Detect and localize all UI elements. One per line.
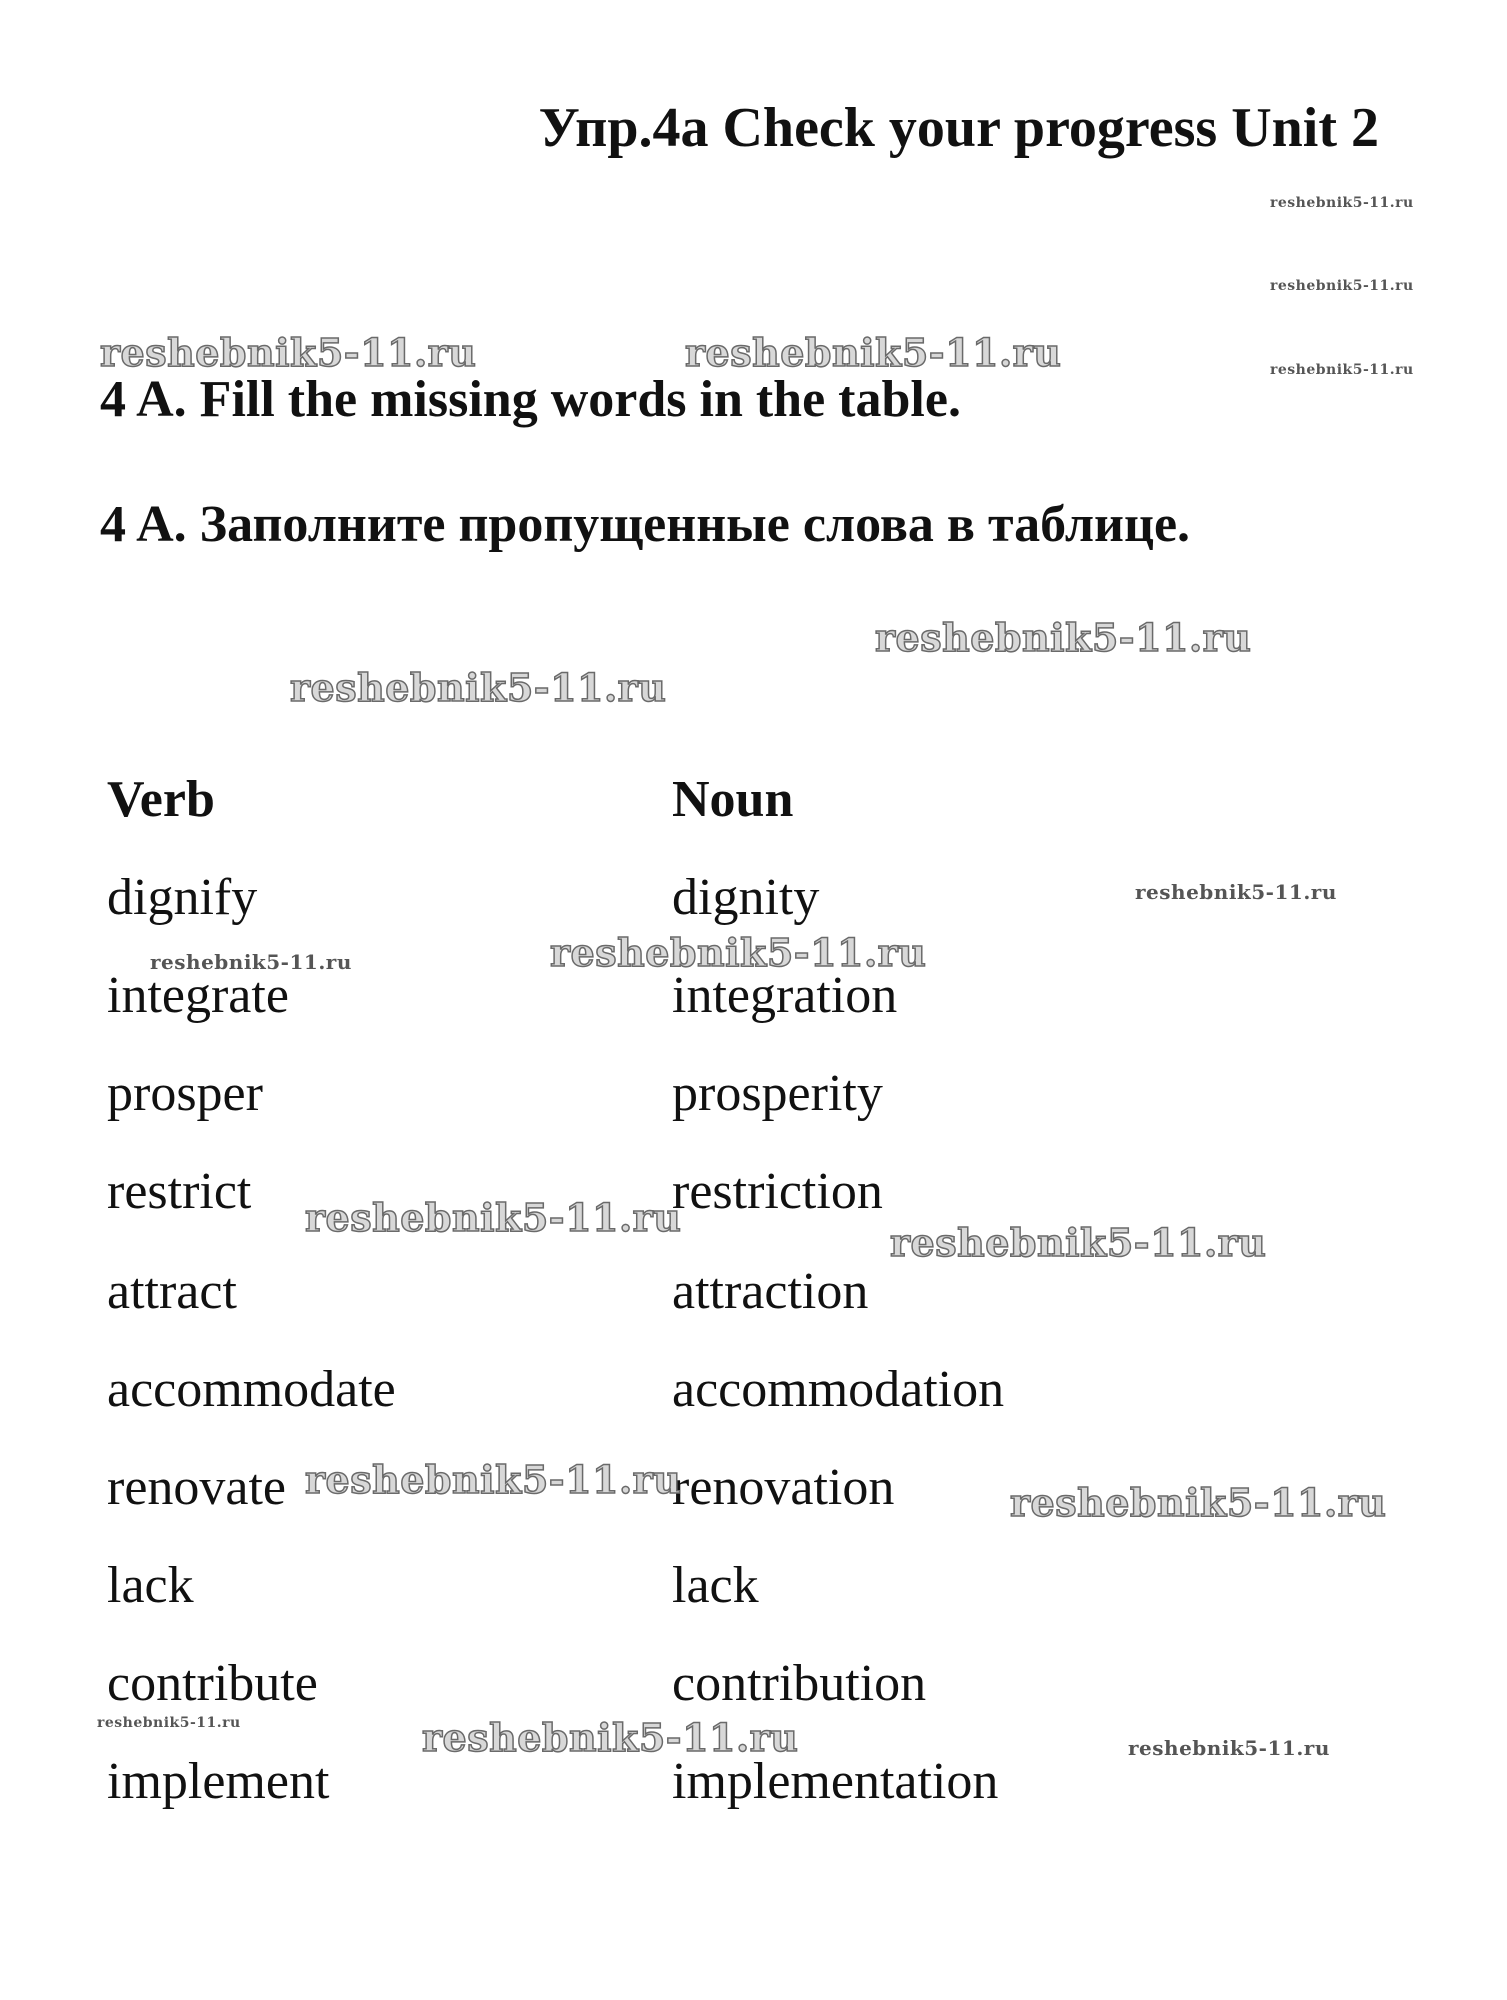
verb-cell: restrict	[107, 1163, 252, 1220]
watermark: reshebnik5-11.ru	[305, 1457, 682, 1502]
watermark: reshebnik5-11.ru	[150, 950, 352, 974]
verb-cell: integrate	[107, 967, 289, 1024]
page-title: Упр.4a Check your progress Unit 2	[538, 97, 1379, 159]
noun-cell: dignity	[672, 869, 820, 926]
watermark: reshebnik5-11.ru	[1128, 1736, 1330, 1760]
verb-cell: attract	[107, 1263, 237, 1320]
verb-cell: contribute	[107, 1655, 318, 1712]
watermark: reshebnik5-11.ru	[422, 1715, 799, 1760]
noun-cell: prosperity	[672, 1065, 883, 1122]
noun-cell: integration	[672, 967, 898, 1024]
watermark: reshebnik5-11.ru	[97, 1715, 241, 1731]
noun-cell: accommodation	[672, 1361, 1005, 1418]
table-row	[0, 1556, 1507, 1616]
watermark: reshebnik5-11.ru	[1135, 880, 1337, 904]
watermark: reshebnik5-11.ru	[1270, 362, 1414, 378]
watermark: reshebnik5-11.ru	[290, 665, 667, 710]
instruction-russian: 4 A. Заполните пропущенные слова в таблице.	[100, 496, 1191, 553]
watermark: reshebnik5-11.ru	[100, 330, 477, 375]
watermark: reshebnik5-11.ru	[305, 1195, 682, 1240]
noun-cell: contribution	[672, 1655, 927, 1712]
verb-cell: renovate	[107, 1459, 287, 1516]
noun-cell: restriction	[672, 1163, 883, 1220]
verb-cell: accommodate	[107, 1361, 396, 1418]
verb-cell: prosper	[107, 1065, 263, 1122]
verb-cell: implement	[107, 1753, 330, 1810]
noun-cell: lack	[672, 1557, 759, 1614]
table-row	[0, 1752, 1507, 1812]
noun-cell: attraction	[672, 1263, 869, 1320]
table-row	[0, 966, 1507, 1026]
column-header-verb: Verb	[107, 771, 215, 828]
watermark: reshebnik5-11.ru	[685, 330, 1062, 375]
watermark: reshebnik5-11.ru	[890, 1220, 1267, 1265]
column-header-noun: Noun	[672, 771, 794, 828]
watermark: reshebnik5-11.ru	[550, 930, 927, 975]
table-row	[0, 1064, 1507, 1124]
table-row	[0, 1654, 1507, 1714]
watermark: reshebnik5-11.ru	[1270, 278, 1414, 294]
verb-cell: dignify	[107, 869, 258, 926]
noun-cell: renovation	[672, 1459, 895, 1516]
instruction-english: 4 A. Fill the missing words in the table.	[100, 371, 961, 428]
table-row	[0, 1262, 1507, 1322]
table-row	[0, 1162, 1507, 1222]
table-row	[0, 1360, 1507, 1420]
watermark: reshebnik5-11.ru	[875, 615, 1252, 660]
verb-cell: lack	[107, 1557, 194, 1614]
watermark: reshebnik5-11.ru	[1010, 1480, 1387, 1525]
noun-cell: implementation	[672, 1753, 999, 1810]
watermark: reshebnik5-11.ru	[1270, 195, 1414, 211]
